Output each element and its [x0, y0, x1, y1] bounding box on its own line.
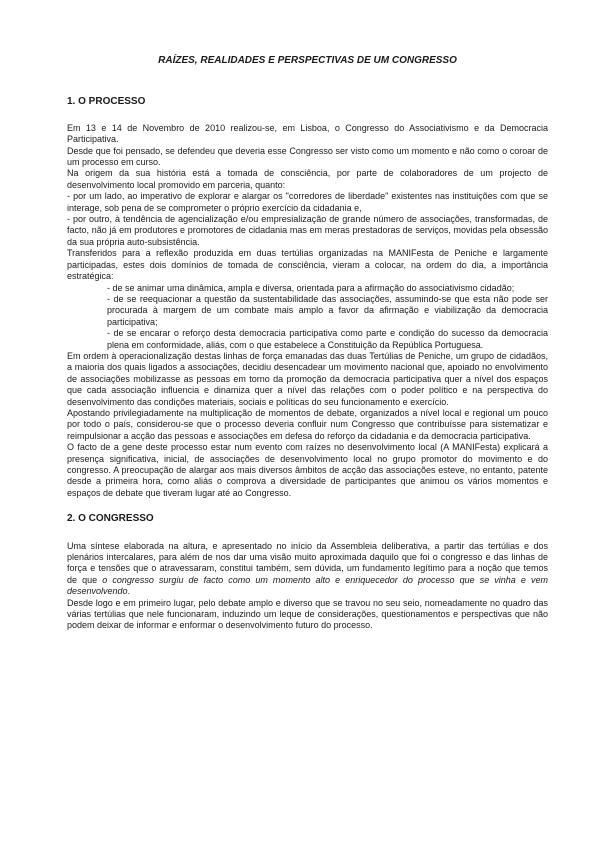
section-heading-congresso: 2. O CONGRESSO: [67, 513, 154, 525]
paragraph: Em 13 e 14 de Novembro de 2010 realizou-se, em Lisboa, o Congresso do Associativismo e da Democracia Participativa.: [67, 122, 548, 145]
paragraph: - por um lado, ao imperativo de explorar e alargar os "corredores de liberdade" existentes nas instituições com que se interage, sob pena de se comprometer o próprio exercício da cidadania e,: [67, 191, 548, 213]
paragraph: Desde logo e em primeiro lugar, pelo debate amplo e diverso que se travou no seu seio, nomeadamente no quadro das várias tertúlias que nele funcionaram, induzindo um leque de considerações, questionamentos e perspectivas que não podem deixar de informar e enformar o desenvolvimento futuro do processo.: [67, 597, 548, 631]
paragraph: Apostando privilegiadamente na multiplicação de momentos de debate, organizados a nível local e regional um pouco por todo o país, considerou-se que o processo deveria confluir num Congresso que contribuísse para sistematizar e reimpulsionar a acção das pessoas e associações em defesa do reforço da cidadania e da democracia participativa.: [67, 407, 548, 441]
paragraph: [67, 541, 548, 598]
paragraph: Na origem da sua história está a tomada de consciência, por parte de colaboradores de um projecto de desenvolvimento local promovido em parceria, quanto:: [67, 168, 548, 190]
paragraph: Transferidos para a reflexão produzida em duas tertúlias organizadas na MANIFesta de Peniche e largamente participadas, estes dois domínios de tomada de consciência, vieram a colocar, na ordem do dia, a importância estratégica:: [67, 248, 548, 282]
bullet-item: - de se reequacionar a questão da sustentabilidade das associações, assumindo-se que esta não pode ser procurada à margem de um combate mais amplo a favor da afirmação e viabilização da democracia participativa;: [107, 293, 548, 327]
document-title: RAÍZES, REALIDADES E PERSPECTIVAS DE UM CONGRESSO: [158, 55, 457, 66]
bullet-item: - de se animar uma dinâmica, ampla e diversa, orientada para a afirmação do associativismo cidadão;: [107, 282, 515, 293]
paragraph-text: Uma síntese elaborada na altura, e apresentado no início da Assembleia deliberativa, a partir das tertúlias e dos plenários intercalares, para além de nos dar uma visão muito aproximada daquilo que foi o congresso e das linhas de força e tensões que o atravessaram, constitui também, sem dúvida, um fundamento legítimo para a noção que temos de que: [67, 540, 548, 585]
italic-emphasis: o congresso surgiu de facto como um momento alto e enriquecedor do processo que se vinha e vem desenvolvendo: [67, 574, 548, 597]
paragraph: O facto de a gene deste processo estar num evento com raízes no desenvolvimento local (A MANIFesta) explicará a presença significativa, inicial, de associações de desenvolvimento local no grupo promotor do movimento e do congresso. A preocupação de alargar aos mais diversos âmbitos de acção das associações esteve, no entanto, patente desde a primeira hora, como aliás o comprova a diversidade de participantes que animou os vários momentos e espaços de debate que tiveram lugar até ao Congresso.: [67, 442, 548, 498]
paragraph: Em ordem à operacionalização destas linhas de força emanadas das duas Tertúlias de Peniche, um grupo de cidadãos, a maioria dos quais ligados a associações, decidiu desencadear um movimento nacional que, apoiado no envolvimento de associações mobilizasse as pessoas em torno da promoção da democracia participativa quer a nível dos espaços que cada associação influencia e dinamiza quer a nível das relações com o poder político e na perspectiva do desenvolvimento das condições materiais, sociais e políticas do seu funcionamento e exercício.: [67, 350, 548, 407]
paragraph-text: .: [127, 586, 131, 597]
paragraph: - por outro, à tendência de agencialização e/ou empresialização de grande número de associações, transformadas, de facto, não já em produtores e promotores de cidadania mas em meras prestadoras de serviços, movidas pela obsessão da sua própria auto-subsistência.: [67, 214, 548, 247]
bullet-item: - de se encarar o reforço desta democracia participativa como parte e condição do sucesso da democracia plena em conformidade, aliás, com o que estabelece a Constituição da República Portuguesa.: [107, 328, 548, 350]
section-heading-processo: 1. O PROCESSO: [67, 96, 146, 108]
paragraph: Desde que foi pensado, se defendeu que deveria esse Congresso ser visto como um momento e não como o coroar de um processo em curso.: [67, 145, 548, 168]
